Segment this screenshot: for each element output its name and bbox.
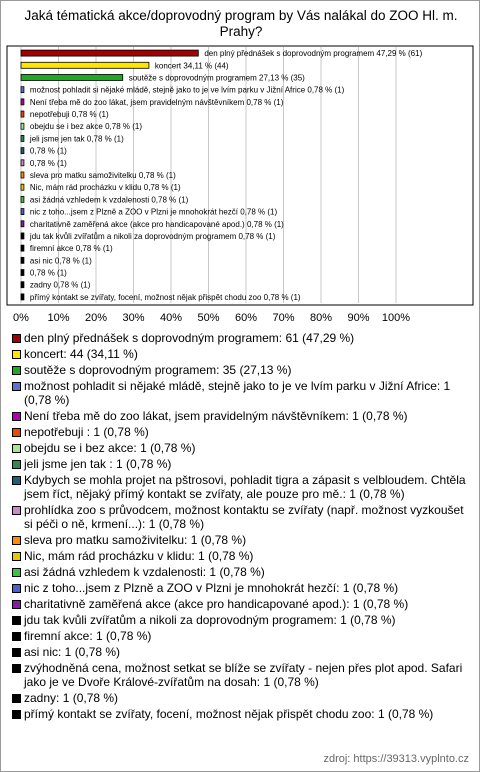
x-tick-label: 0%	[13, 312, 29, 324]
legend-swatch	[12, 616, 21, 625]
legend-label: Kdybych se mohla projet na pštrosovi, pohladit tigra a zápasit s velbloudem. Chtěla jsem říct, nějaký přímý kontakt se zvířaty, ale pouze pro mě.: 1 (0,78 %)	[24, 473, 466, 501]
chart-legend	[11, 331, 475, 723]
bar	[21, 184, 24, 190]
bar	[21, 123, 24, 129]
legend-label: zvýhodněná cena, možnost setkat se blíže se zvířaty - nejen přes plot apod. Safari jako je ve Dvoře Králové-zvířatům na dosah: 1 (0,78 %)	[24, 661, 463, 689]
legend-item	[11, 707, 475, 721]
legend-swatch	[12, 694, 21, 703]
legend-item	[11, 581, 475, 595]
bar-label: koncert 34,11 % (44)	[154, 61, 229, 71]
legend-swatch	[12, 536, 21, 545]
bar-label: asi žádná vzhledem k vzdalenosti 0,78 % (1)	[29, 195, 189, 205]
x-tick-label: 100%	[381, 312, 411, 324]
bar-label: obejdu se i bez akce 0,78 % (1)	[29, 122, 143, 132]
bar	[21, 135, 24, 141]
legend-item	[11, 425, 475, 439]
legend-swatch	[12, 366, 21, 375]
legend-label: jdu tak kvůli zvířatům a nikoli za doprovodným programem: 1 (0,78 %)	[24, 613, 396, 627]
bar-label: Nic, mám rád procházku v klidu 0,78 % (1)	[29, 183, 181, 193]
bar	[21, 233, 24, 239]
legend-swatch	[12, 568, 21, 577]
legend-swatch	[12, 664, 21, 673]
legend-label: jeli jsme jen tak : 1 (0,78 %)	[24, 457, 172, 471]
legend-item	[11, 379, 475, 407]
bar-label: zadny 0,78 % (1)	[29, 280, 91, 290]
legend-label: Není třeba mě do zoo lákat, jsem pravidelným návštěvníkem: 1 (0,78 %)	[24, 409, 408, 423]
legend-item	[11, 645, 475, 659]
x-tick-label: 90%	[347, 312, 370, 324]
x-tick-label: 80%	[309, 312, 333, 324]
legend-label: den plný přednášek s doprovodným programem: 61 (47,29 %)	[24, 331, 355, 345]
bar-label: přímý kontakt se zvířaty, focení, možnost nějak přispět chodu zoo 0,78 % (1)	[29, 292, 301, 302]
bar	[21, 257, 24, 263]
bar-label: sleva pro matku samoživitelku 0,78 % (1)	[29, 171, 176, 180]
bar	[21, 282, 24, 288]
legend-item	[11, 473, 475, 501]
legend-label: obejdu se i bez akce: 1 (0,78 %)	[24, 441, 196, 455]
bar-label: Není třeba mě do zoo lákat, jsem pravidelným návštěvníkem 0,78 % (1)	[29, 97, 284, 107]
legend-item	[11, 363, 475, 377]
legend-item	[11, 629, 475, 643]
bar-label: asi nic 0,78 % (1)	[29, 256, 92, 266]
legend-label: asi žádná vzhledem k vzdalenosti: 1 (0,78 %)	[24, 565, 265, 579]
legend-swatch	[12, 334, 21, 343]
legend-item	[11, 613, 475, 627]
bar	[21, 62, 149, 68]
bar	[21, 87, 24, 93]
legend-swatch	[12, 444, 21, 453]
x-tick-label: 20%	[84, 312, 108, 324]
legend-item	[11, 347, 475, 361]
source-note: zdroj: https://39313.vyplnto.cz	[323, 753, 469, 765]
bar-label: nepotřebuji 0,78 % (1)	[29, 110, 109, 120]
legend-label: zadny: 1 (0,78 %)	[24, 691, 119, 705]
bar	[21, 160, 24, 166]
legend-item	[11, 503, 475, 531]
bar	[21, 99, 24, 105]
legend-item	[11, 441, 475, 455]
legend-swatch	[12, 600, 21, 609]
legend-swatch	[12, 506, 21, 515]
x-tick-label: 60%	[234, 312, 258, 324]
bar	[21, 294, 24, 300]
bar	[21, 148, 24, 154]
legend-swatch	[12, 460, 21, 469]
x-tick-label: 40%	[159, 312, 183, 324]
legend-label: koncert: 44 (34,11 %)	[24, 347, 138, 361]
legend-swatch	[12, 476, 21, 485]
legend-swatch	[12, 412, 21, 421]
legend-swatch	[12, 584, 21, 593]
bar-label: jeli jsme jen tak 0,78 % (1)	[29, 134, 124, 144]
bar	[21, 111, 24, 117]
legend-item	[11, 331, 475, 345]
legend-label: charitativně zaměřená akce (akce pro handicapované apod.): 1 (0,78 %)	[24, 597, 409, 611]
bar-chart-plot	[1, 1, 479, 331]
bar-label: firemní akce 0,78 % (1)	[29, 244, 113, 254]
chart-title: Jaká tématická akce/doprovodný program by Vás nalákal do ZOO Hl. m. Prahy?	[24, 8, 458, 39]
bar	[21, 221, 24, 227]
legend-swatch	[12, 552, 21, 561]
legend-label: přímý kontakt se zvířaty, focení, možnost nějak přispět chodu zoo: 1 (0,78 %)	[24, 707, 434, 721]
legend-swatch	[12, 350, 21, 359]
bar	[21, 74, 123, 80]
bar-label: jdu tak kvůli zvířatům a nikoli za doprovodným programem 0,78 % (1)	[29, 231, 276, 241]
bar-label: 0,78 % (1)	[29, 146, 67, 156]
legend-swatch	[12, 648, 21, 657]
bar	[21, 196, 24, 202]
bar	[21, 172, 24, 178]
bar-label: den plný přednášek s doprovodným programem 47,29 % (61)	[204, 49, 423, 59]
bar	[21, 245, 24, 251]
legend-item	[11, 533, 475, 547]
legend-swatch	[12, 632, 21, 641]
legend-item	[11, 549, 475, 563]
bar	[21, 50, 198, 56]
bar-label: 0,78 % (1)	[29, 268, 67, 278]
legend-label: firemní akce: 1 (0,78 %)	[24, 629, 152, 643]
bar-label: možnost pohladit si nějaké mládě, stejně jako to je ve lvím parku v Jižní Africe 0,78 % (1)	[29, 85, 345, 95]
legend-label: asi nic: 1 (0,78 %)	[24, 645, 121, 659]
legend-swatch	[12, 710, 21, 719]
legend-swatch	[12, 382, 21, 391]
legend-label: Nic, mám rád procházku v klidu: 1 (0,78 %)	[24, 549, 254, 563]
bar-label: charitativně zaměřená akce (akce pro handicapované apod.) 0,78 % (1)	[29, 219, 284, 229]
legend-item	[11, 597, 475, 611]
bar	[21, 270, 24, 276]
legend-item	[11, 565, 475, 579]
x-tick-label: 10%	[47, 312, 70, 324]
legend-label: nic z toho...jsem z Plzně a ZOO v Plzni je mnohokrát hezčí: 1 (0,78 %)	[24, 581, 399, 595]
legend-label: nepotřebuji : 1 (0,78 %)	[24, 425, 149, 439]
bar-label: soutěže s doprovodným programem 27,13 % (35)	[128, 73, 305, 83]
legend-label: sleva pro matku samoživitelku: 1 (0,78 %)	[24, 533, 247, 547]
x-tick-label: 70%	[272, 312, 295, 324]
bar-label: 0,78 % (1)	[29, 158, 67, 168]
legend-item	[11, 691, 475, 705]
legend-label: prohlídka zoo s průvodcem, možnost kontaktu se zvířaty (např. možnost vyzkoušet si péči o ně, krmení...): 1 (0,78 %)	[24, 503, 464, 531]
legend-swatch	[12, 428, 21, 437]
legend-label: možnost pohladit si nějaké mládě, stejně jako to je ve lvím parku v Jižní Africe: 1 (0,78 %)	[24, 379, 451, 407]
legend-label: soutěže s doprovodným programem: 35 (27,13 %)	[24, 363, 292, 377]
x-tick-label: 30%	[122, 312, 145, 324]
x-tick-label: 50%	[197, 312, 220, 324]
bar-label: nic z toho...jsem z Plzně a ZOO v Plzni je mnohokrát hezčí 0,78 % (1)	[29, 207, 278, 217]
legend-item	[11, 661, 475, 689]
legend-item	[11, 457, 475, 471]
bar	[21, 209, 24, 215]
legend-item	[11, 409, 475, 423]
